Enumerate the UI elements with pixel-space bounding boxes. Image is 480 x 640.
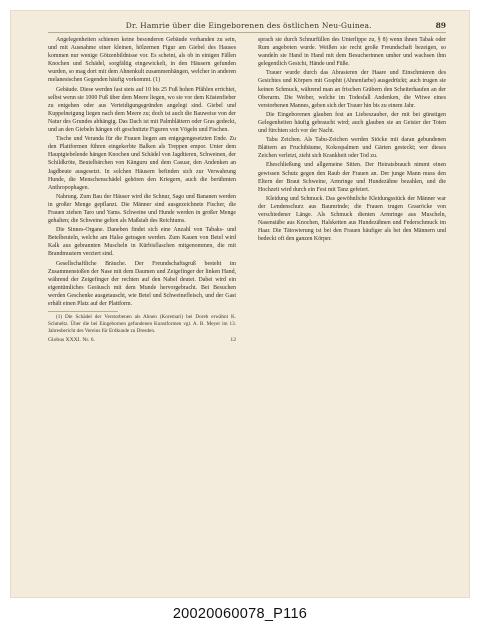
image-caption: 20020060078_P116 — [172, 606, 308, 622]
right-column — [258, 36, 446, 244]
sheet-number: 12 — [230, 337, 236, 344]
running-title: Dr. Hamrie über die Eingeborenen des östlichen Neu-Guinea. — [125, 21, 372, 30]
paragraph: Eheschließung und allgemeine Sitten. Der Heiratsbrauch nimmt einen gewissen Schutz gegen den Raub der Frauen an. Der junge Mann muss den Eltern der Braut Schweine, Armringe und Hundezähne bezahlen, und die Hochzeit wird durch ein Fest mit Tanz gefeiert. — [258, 162, 446, 193]
left-column — [48, 36, 236, 344]
paragraph: Tische und Veranda für die Frauen liegen am entgegengesetzten Ende. Zu den Plattformen führen eingekerbte Balken als Treppen empor. Unter dem Hauptgiebelende hängen Knochen und Schädel von Jagdtieren, Schweinen, der Schildkröte, Beutelbärchen von Känguru und dem Casuar, den Andenken an Jagdbeute ausgesetzt. In solchen Häusern befinden sich zur Verwahrung Hunde, die Menschenschädel gehören den Kriegern, auch die berühmten Anthropophagen. — [48, 136, 236, 191]
page-number: 89 — [435, 21, 446, 30]
paragraph: Die Eingeborenen glauben fest an Liebeszauber, der mit bei günstigen Gelegenheiten häufig gebraucht wird; auch glauben sie an Geister der Toten und fürchten sich vor der Nacht. — [258, 111, 446, 135]
paragraph: Die Sinnes-Organe. Daneben findet sich eine Anzahl von Tabaks- und Betelbeuteln, welche am Halse getragen werden. Zum Kauen von Betel wird Kalk aus gebrannten Muscheln in Kürbisflaschen mitgenommen, die mit Brandmustern verziert sind. — [48, 227, 236, 258]
scanned-page — [10, 10, 470, 598]
running-header — [48, 16, 446, 33]
signature-line — [48, 336, 236, 344]
paragraph: Gesellschaftliche Bräuche. Der Freundschaftsgruß besteht im Zusammenstoßen der Nase mit dem Daumen und Zeigefinger der linken Hand, während der Zeigefinger der rechten auf den Nabel deutet. Dabei wird ein eigentümliches Geräusch mit dem Munde hervorgebracht. Bei Besuchen werden Geschenke ausgetauscht, wie Betel und Schweinefleisch, und der Gast erhält einen Platz auf der Plattform. — [48, 260, 236, 307]
journal-signature: Globus XXXI. Nr. 6. — [48, 337, 95, 344]
paragraph: Trauer wurde durch das Abrasieren der Haare und Einschmieren des Gesichtes und Körpers mit Graphit (Ahnenfarbe) ausgedrückt; auch trugen sie keinen Schmuck, während man an frischen Gräbern den Scheiterhaufen an der Oberarm. Die Weiber, welche im Todesfall Andenken, die Witwe eines verstorbenen Mannes, geben sich der Trauer hin bis zu einem Jahr. — [258, 70, 446, 109]
paragraph: Gebäude. Diese werden fast stets auf 10 bis 25 Fuß hohen Pfählen errichtet, selbst wenn sie 1000 Fuß über dem Meere liegen, wo sie vor dem Küstenfieber zu entgehen oder aus Verteidigungsgründen angelegt sind. Giebel und Kuppelneigung liegen nach dem Meere zu; doch ist auch die Bauweise von der Natur des Grundes abhängig. Das Dach ist mit Palmblättern oder Gras gedeckt, und an den Giebeln hängen oft geschnitzte Figuren von Vögeln und Fischen. — [48, 86, 236, 134]
paragraph: Kleidung und Schmuck. Das gewöhnliche Kleidungsstück der Männer war der Lendenschurz aus Baumrinde; die Frauen trugen Grasröcke von verschiedener Länge. Als Schmuck dienten Armringe aus Muscheln, Nasenstäbe aus Knochen, Halsketten aus Hundezähnen und Federschmuck im Haar. Die Tätowierung ist bei den Frauen häufiger als bei den Männern und bedeckt oft den ganzen Körper. — [258, 195, 446, 243]
paragraph: sprach sie durch Schnurfüllen des Unterlippe zu, § 8) wenn ihnen Tabak oder Rum angeboten wurde. Weißen sie recht große Freundschaft bezeigen, so wandeln sie Hand in Hand mit dem Besucherinnen umher und wachsen ihm gelegentlich Gesicht, Hände und Füße. — [258, 37, 446, 68]
paragraph: Nahrung. Zum Bau der Häuser wird die Schnur, Sago und Bananen werden in großer Menge gepflanzt. Die Männer sind ausgezeichnete Fischer, die Frauen ziehen Taro und Yams. Schweine und Hunde werden in großer Menge gehalten; die Schweine gelten als Maßstab des Reichtums. — [48, 193, 236, 225]
footnote-divider — [48, 311, 118, 312]
paragraph: Tabu Zeichen. Als Tabu-Zeichen werden Stöcke mit daran gebundenen Blättern an Fruchtbäume, Kokospalmen und Gärten gesteckt; wer dieses Zeichen verletzt, zieht sich Krankheit oder Tod zu. — [258, 137, 446, 160]
footnote: (1) Die Schädel der Verstorbenen als Ahnen (Koremari) bei Doreh erwähnt K. Schmeltz. Über die bei Eingebornen gefundenen Kunstformen vgl. A. B. Meyer im 13. Jahresbericht des Vereins für Erdkunde zu Dresden. — [48, 314, 236, 334]
paragraph: Angelegenheiten schienen keine besonderen Gebäude vorhanden zu sein, und mit Ausnahme einer kleinen, hölzernen Figur am Giebel des Hauses kommen nur wenige Götzenbildnisse vor. Es scheint, als ob in einigen Fällen Knochen und Schädel, sorgfältig eingewickelt, in den Häusern gefunden wurden, so mag dort mit dem Ahnenkult zusammenhängen, welcher in anderen melanesischen Gegenden häufig vorkommt. (1) — [48, 37, 236, 84]
